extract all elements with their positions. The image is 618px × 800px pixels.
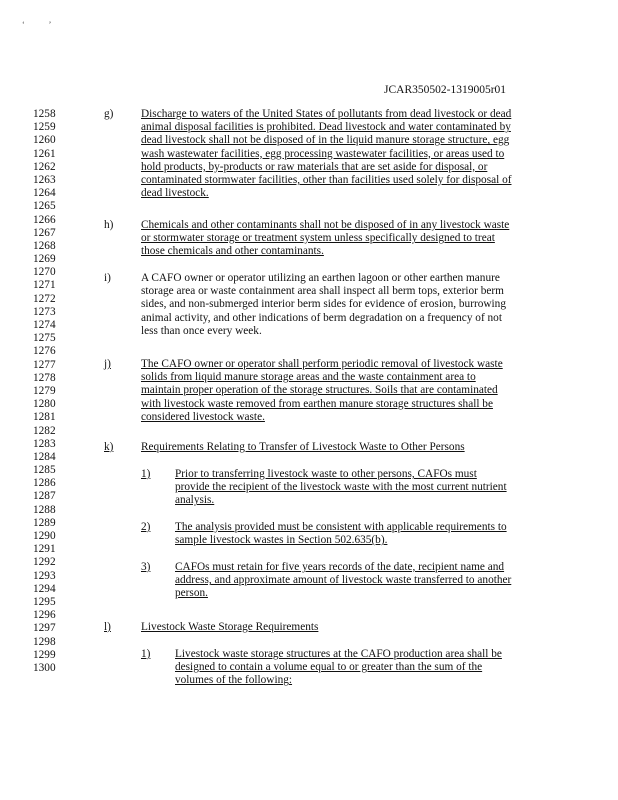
item-l1-text xyxy=(175,648,502,688)
line-number: 1259 xyxy=(33,121,56,134)
line-numbers xyxy=(33,108,63,675)
section-j-label: j) xyxy=(104,358,111,370)
text-line: hold products, by-products or raw materials that are set aside for disposal, or xyxy=(141,160,488,173)
text-line: sample livestock wastes in Section 502.635(b). xyxy=(175,534,388,547)
line-number: 1283 xyxy=(33,437,56,450)
line-number: 1269 xyxy=(33,253,56,266)
item-l1-label: 1) xyxy=(141,648,151,660)
line-number: 1292 xyxy=(33,556,56,569)
line-number: 1278 xyxy=(33,371,56,384)
line-number: 1289 xyxy=(33,516,56,529)
text-line: Chemicals and other contaminants shall not be disposed of in any livestock waste xyxy=(141,219,510,231)
line-number: 1275 xyxy=(33,332,56,345)
line-number: 1258 xyxy=(33,108,56,120)
text-line: A CAFO owner or operator utilizing an earthen lagoon or other earthen manure xyxy=(141,272,500,284)
line-number: 1265 xyxy=(33,200,56,213)
line-number: 1294 xyxy=(33,582,56,595)
line-number: 1300 xyxy=(33,661,56,674)
text-line: solids from liquid manure storage areas and the waste containment area to xyxy=(141,371,476,384)
line-number: 1261 xyxy=(33,147,56,160)
text-line: animal disposal facilities is prohibited. Dead livestock and water contaminated by xyxy=(141,121,511,134)
section-h-text xyxy=(141,219,509,259)
text-line: sides, and non-submerged interior berm sides for evidence of erosion, burrowing xyxy=(141,298,506,311)
text-line: wash wastewater facilities, egg processing wastewater facilities, or areas used to xyxy=(141,147,505,160)
text-line: those chemicals and other contaminants. xyxy=(141,245,324,258)
line-number: 1272 xyxy=(33,292,56,305)
item-k1-text xyxy=(175,468,507,508)
text-line: designed to contain a volume equal to or greater than the sum of the xyxy=(175,661,483,674)
section-g-text xyxy=(141,108,512,200)
line-number: 1280 xyxy=(33,398,56,411)
line-number: 1298 xyxy=(33,635,56,648)
text-line: dead livestock. xyxy=(141,187,209,200)
text-line: Prior to transferring livestock waste to other persons, CAFOs must xyxy=(175,468,477,480)
line-number: 1264 xyxy=(33,187,56,200)
line-number: 1279 xyxy=(33,384,56,397)
line-number: 1286 xyxy=(33,477,56,490)
line-number: 1290 xyxy=(33,530,56,542)
scan-marks: ‘ ’ xyxy=(22,20,52,29)
text-line: less than once every week. xyxy=(141,324,262,337)
item-k2-label: 2) xyxy=(141,521,151,533)
item-k3-label: 3) xyxy=(141,561,151,573)
text-line: storage area or waste containment area shall inspect all berm tops, exterior berm xyxy=(141,285,504,298)
text-line: dead livestock shall not be disposed of in the liquid manure storage structure, egg xyxy=(141,134,510,147)
line-number: 1267 xyxy=(33,226,56,239)
line-number: 1287 xyxy=(33,490,56,503)
line-number: 1281 xyxy=(33,411,56,424)
text-line: Livestock waste storage structures at the CAFO production area shall be xyxy=(175,648,502,660)
line-number: 1295 xyxy=(33,595,56,608)
section-k-heading: Requirements Relating to Transfer of Livestock Waste to Other Persons xyxy=(141,441,465,453)
line-number: 1273 xyxy=(33,305,56,318)
line-number: 1263 xyxy=(33,173,56,186)
text-line: considered livestock waste. xyxy=(141,410,265,423)
line-number: 1274 xyxy=(33,319,56,331)
item-k1-label: 1) xyxy=(141,468,151,480)
section-l-heading: Livestock Waste Storage Requirements xyxy=(141,621,319,633)
line-number: 1270 xyxy=(33,266,56,279)
text-line: The analysis provided must be consistent with applicable requirements to xyxy=(175,521,507,533)
line-number: 1271 xyxy=(33,279,56,292)
section-l-label: l) xyxy=(104,621,111,633)
line-number: 1262 xyxy=(33,160,56,173)
line-number: 1268 xyxy=(33,239,56,252)
line-number: 1260 xyxy=(33,134,56,147)
line-number: 1291 xyxy=(33,543,56,556)
section-j-text xyxy=(141,358,503,424)
line-number: 1284 xyxy=(33,450,56,463)
section-k-label: k) xyxy=(104,441,114,453)
text-line: or stormwater storage or treatment system unless specifically designed to treat xyxy=(141,232,495,245)
line-number: 1296 xyxy=(33,609,56,622)
text-line: address, and approximate amount of livestock waste transferred to another xyxy=(175,574,512,587)
line-number: 1277 xyxy=(33,358,56,371)
text-line: animal activity, and other indications of berm degradation on a frequency of not xyxy=(141,311,502,324)
text-line: with livestock waste removed from earthen manure storage structures shall be xyxy=(141,397,493,410)
text-line: The CAFO owner or operator shall perform periodic removal of livestock waste xyxy=(141,358,503,370)
text-line: maintain proper operation of the storage structures. Soils that are contaminated xyxy=(141,384,498,397)
text-line: Discharge to waters of the United States of pollutants from dead livestock or dead xyxy=(141,108,512,120)
line-number: 1285 xyxy=(33,464,56,477)
section-g-label: g) xyxy=(104,108,114,120)
line-number: 1276 xyxy=(33,345,56,358)
document-id: JCAR350502-1319005r01 xyxy=(384,84,507,96)
text-line: CAFOs must retain for five years records of the date, recipient name and xyxy=(175,561,505,573)
text-line: person. xyxy=(175,587,208,600)
line-number: 1293 xyxy=(33,569,56,582)
section-h-label: h) xyxy=(104,219,114,231)
item-k2-text xyxy=(175,521,507,547)
text-line: analysis. xyxy=(175,494,215,507)
line-number: 1282 xyxy=(33,424,56,437)
text-line: contaminated stormwater facilities, other than facilities used solely for disposal of xyxy=(141,173,512,186)
item-k3-text xyxy=(175,561,511,601)
text-line: provide the recipient of the livestock waste with the most current nutrient xyxy=(175,481,507,494)
line-number: 1297 xyxy=(33,622,56,635)
line-number: 1266 xyxy=(33,213,56,226)
text-line: volumes of the following: xyxy=(175,674,293,687)
line-number: 1288 xyxy=(33,503,56,516)
line-number: 1299 xyxy=(33,648,56,661)
section-i-label: i) xyxy=(104,272,111,284)
section-i-text xyxy=(141,272,506,338)
